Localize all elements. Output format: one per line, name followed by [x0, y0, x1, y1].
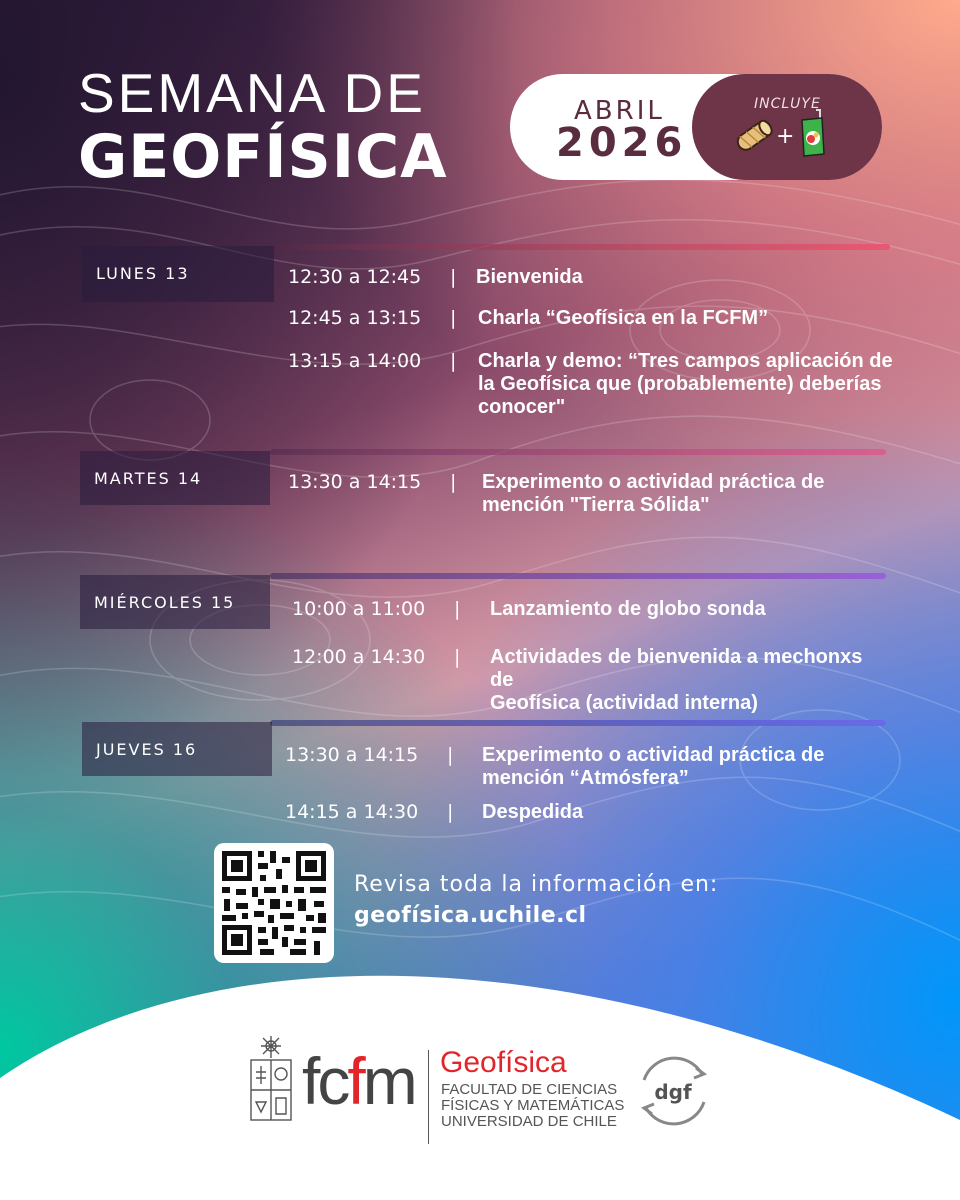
event-time: 12:00 a 14:30 — [292, 646, 426, 668]
event-separator: | — [447, 801, 454, 823]
event-separator: | — [450, 307, 457, 329]
fcfm-logo-m: m — [362, 1044, 415, 1118]
event-separator: | — [450, 266, 457, 288]
event-time: 14:15 a 14:30 — [285, 801, 419, 823]
dgf-logo — [632, 1050, 714, 1132]
event-separator: | — [454, 598, 461, 620]
activity-line: mención “Atmósfera” — [482, 767, 689, 789]
event-separator: | — [454, 646, 461, 668]
activity-line: Experimento o actividad práctica de — [482, 744, 825, 766]
activity-line: Experimento o actividad práctica de — [482, 471, 825, 493]
event-time: 13:15 a 14:00 — [288, 350, 422, 372]
fcfm-logo-fc: fc — [302, 1044, 348, 1118]
website-link[interactable]: geofísica.uchile.cl — [354, 903, 587, 928]
activity-line: Actividades de bienvenida a mechonxs de — [490, 646, 863, 691]
event-time: 12:30 a 12:45 — [288, 266, 422, 288]
event-activity: Despedida — [482, 801, 584, 823]
event-separator: | — [450, 471, 457, 493]
faculty-line: FACULTAD DE CIENCIAS — [441, 1081, 618, 1098]
day-name: LUNES 13 — [96, 264, 190, 283]
activity-line: conocer" — [478, 396, 566, 418]
month-label: ABRIL — [574, 96, 665, 126]
title-line-2: GEOFÍSICA — [78, 122, 448, 192]
activity-line: mención "Tierra Sólida" — [482, 494, 710, 516]
faculty-line: FÍSICAS Y MATEMÁTICAS — [441, 1097, 625, 1114]
event-time: 13:30 a 14:15 — [285, 744, 419, 766]
fcfm-logo-f: f — [347, 1044, 363, 1118]
activity-line: Charla y demo: “Tres campos aplicación de — [478, 350, 893, 372]
event-time: 12:45 a 13:15 — [288, 307, 422, 329]
geofisica-logo-title: Geofísica — [440, 1046, 567, 1079]
activity-line: Geofísica (actividad interna) — [490, 692, 758, 714]
logo-divider — [428, 1050, 429, 1144]
includes-label: INCLUYE — [754, 96, 821, 112]
year-label: 2026 — [556, 120, 688, 166]
day-name: JUEVES 16 — [96, 740, 198, 759]
title-line-1: SEMANA DE — [78, 62, 426, 124]
footer-logos — [0, 1020, 960, 1200]
day-name: MARTES 14 — [94, 469, 203, 488]
plus-sign: + — [776, 124, 795, 149]
event-time: 10:00 a 11:00 — [292, 598, 426, 620]
dgf-logo-text: dgf — [654, 1080, 692, 1104]
day-name: MIÉRCOLES 15 — [94, 593, 236, 612]
event-activity: Charla “Geofísica en la FCFM” — [478, 307, 769, 329]
faculty-line: UNIVERSIDAD DE CHILE — [441, 1113, 617, 1130]
info-label: Revisa toda la información en: — [354, 872, 719, 897]
event-time: 13:30 a 14:15 — [288, 471, 422, 493]
activity-line: la Geofísica que (probablemente) deberías — [478, 373, 882, 395]
event-activity: Bienvenida — [476, 266, 583, 288]
fcfm-logo — [302, 1044, 415, 1118]
event-separator: | — [447, 744, 454, 766]
university-shield-icon — [248, 1032, 294, 1124]
event-activity: Lanzamiento de globo sonda — [490, 598, 766, 620]
faculty-name — [441, 1082, 624, 1130]
event-separator: | — [450, 350, 457, 372]
